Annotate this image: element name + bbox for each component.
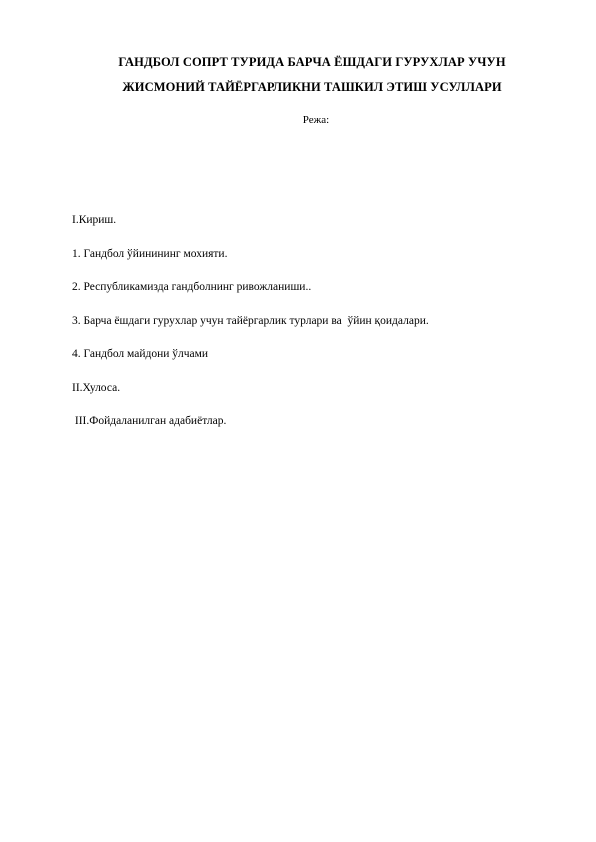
plan-item-references: III.Фойдаланилган адабиётлар. (72, 415, 227, 427)
document-title-line-2: ЖИСМОНИЙ ТАЙЁРГАРЛИКНИ ТАШКИЛ ЭТИШ УСУЛЛАРИ (122, 80, 502, 94)
plan-item-conclusion: II.Хулоса. (72, 382, 121, 394)
plan-label: Режа: (302, 114, 330, 126)
plan-item-introduction: I.Кириш. (72, 214, 117, 226)
plan-item-4: 4. Гандбол майдони ўлчами (72, 348, 209, 360)
plan-item-2: 2. Республикамизда гандболнинг ривожланиши.. (72, 281, 312, 293)
document-title-line-1: ГАНДБОЛ СОПРТ ТУРИДА БАРЧА ЁШДАГИ ГУРУХЛАР УЧУН (118, 55, 506, 69)
plan-item-1: 1. Гандбол ўйинининг мохияти. (72, 248, 228, 260)
plan-item-3: 3. Барча ёшдаги гурухлар учун тайёргарлик турлари ва ўйин қоидалари. (72, 315, 429, 327)
